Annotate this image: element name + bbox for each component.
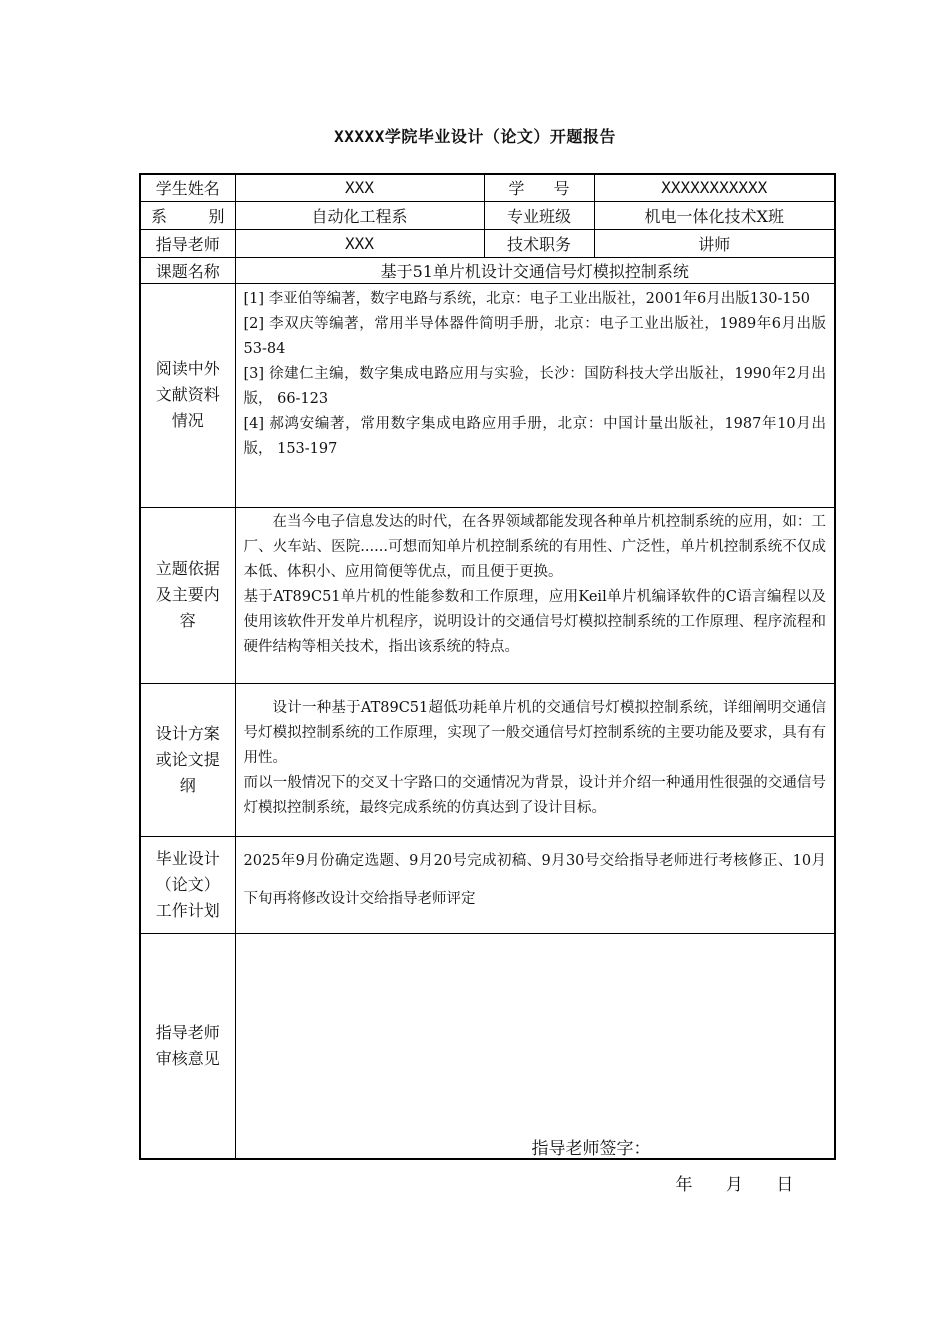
reference-item: [3] 徐建仁主编，数字集成电路应用与实验，长沙：国防科技大学出版社，1990年2月出版， 66-123 <box>243 365 826 407</box>
report-form <box>139 173 836 1195</box>
row-plan <box>140 836 835 933</box>
date-year: 年 <box>675 1174 693 1195</box>
date-month: 月 <box>725 1174 743 1195</box>
reference-item: [4] 郝鸿安编著，常用数字集成电路应用手册，北京：中国计量出版社，1987年10月出版， 153-197 <box>243 415 826 457</box>
references-content <box>235 283 835 507</box>
advisor-title-value: 讲师 <box>594 229 835 257</box>
review-content <box>235 933 835 1195</box>
advisor-value: XXX <box>235 229 484 257</box>
student-id-value: XXXXXXXXXXX <box>594 174 835 201</box>
basis-paragraph-1: 在当今电子信息发达的时代，在各界领域都能发现各种单片机控制系统的应用，如：工厂、火车站、医院......可想而知单片机控制系统的有用性、广泛性，单片机控制系统不仅成本低、体积小、应用简便等优点，而且便于更换。 <box>243 513 826 580</box>
basis-content <box>235 507 835 683</box>
student-id-label: 学 号 <box>484 174 594 201</box>
student-name-value: XXX <box>235 174 484 201</box>
document-title: XXXXX学院毕业设计（论文）开题报告 <box>334 127 616 146</box>
class-label: 专业班级 <box>484 201 594 229</box>
signature-date <box>676 1170 822 1195</box>
topic-value: 基于51单片机设计交通信号灯模拟控制系统 <box>235 257 835 283</box>
basis-paragraph-2: 基于AT89C51单片机的性能参数和工作原理，应用Keil单片机编译软件的C语言编程以及使用该软件开发单片机程序，说明设计的交通信号灯模拟控制系统的工作原理、程序流程和硬件结构等相关技术，指出该系统的特点。 <box>243 588 826 655</box>
references-label: 阅读中外 文献资料 情况 <box>140 283 235 507</box>
signature-label: 指导老师签字： <box>531 1138 651 1159</box>
student-name-label: 学生姓名 <box>140 174 235 201</box>
row-dept <box>140 201 835 229</box>
dept-label: 系 别 <box>140 201 235 229</box>
review-label: 指导老师 审核意见 <box>140 933 235 1159</box>
basis-label: 立题依据 及主要内 容 <box>140 507 235 683</box>
plan-label: 毕业设计 （论文） 工作计划 <box>140 836 235 933</box>
advisor-label: 指导老师 <box>140 229 235 257</box>
design-content <box>235 683 835 836</box>
dept-value: 自动化工程系 <box>235 201 484 229</box>
row-review <box>140 933 835 1159</box>
row-student <box>140 174 835 201</box>
row-advisor <box>140 229 835 257</box>
row-design <box>140 683 835 836</box>
row-basis <box>140 507 835 683</box>
class-value: 机电一体化技术X班 <box>594 201 835 229</box>
plan-content <box>235 836 835 933</box>
reference-item: [1] 李亚伯等编著，数字电路与系统，北京：电子工业出版社，2001年6月出版130-150 <box>243 290 811 307</box>
design-paragraph-2: 而以一般情况下的交叉十字路口的交通情况为背景，设计并介绍一种通用性很强的交通信号灯模拟控制系统，最终完成系统的仿真达到了设计目标。 <box>243 774 826 816</box>
date-day: 日 <box>776 1174 794 1195</box>
topic-label: 课题名称 <box>140 257 235 283</box>
advisor-title-label: 技术职务 <box>484 229 594 257</box>
row-references <box>140 283 835 507</box>
design-paragraph-1: 设计一种基于AT89C51超低功耗单片机的交通信号灯模拟控制系统，详细阐明交通信号灯模拟控制系统的工作原理，实现了一般交通信号灯控制系统的主要功能及要求，具有有用性。 <box>243 699 826 766</box>
plan-text: 2025年9月份确定选题、9月20号完成初稿、9月30号交给指导老师进行考核修正、10月下旬再将修改设计交给指导老师评定 <box>243 852 826 907</box>
row-topic <box>140 257 835 283</box>
reference-item: [2] 李双庆等编著，常用半导体器件简明手册，北京：电子工业出版社，1989年6月出版 53-84 <box>243 315 826 357</box>
design-label: 设计方案 或论文提 纲 <box>140 683 235 836</box>
